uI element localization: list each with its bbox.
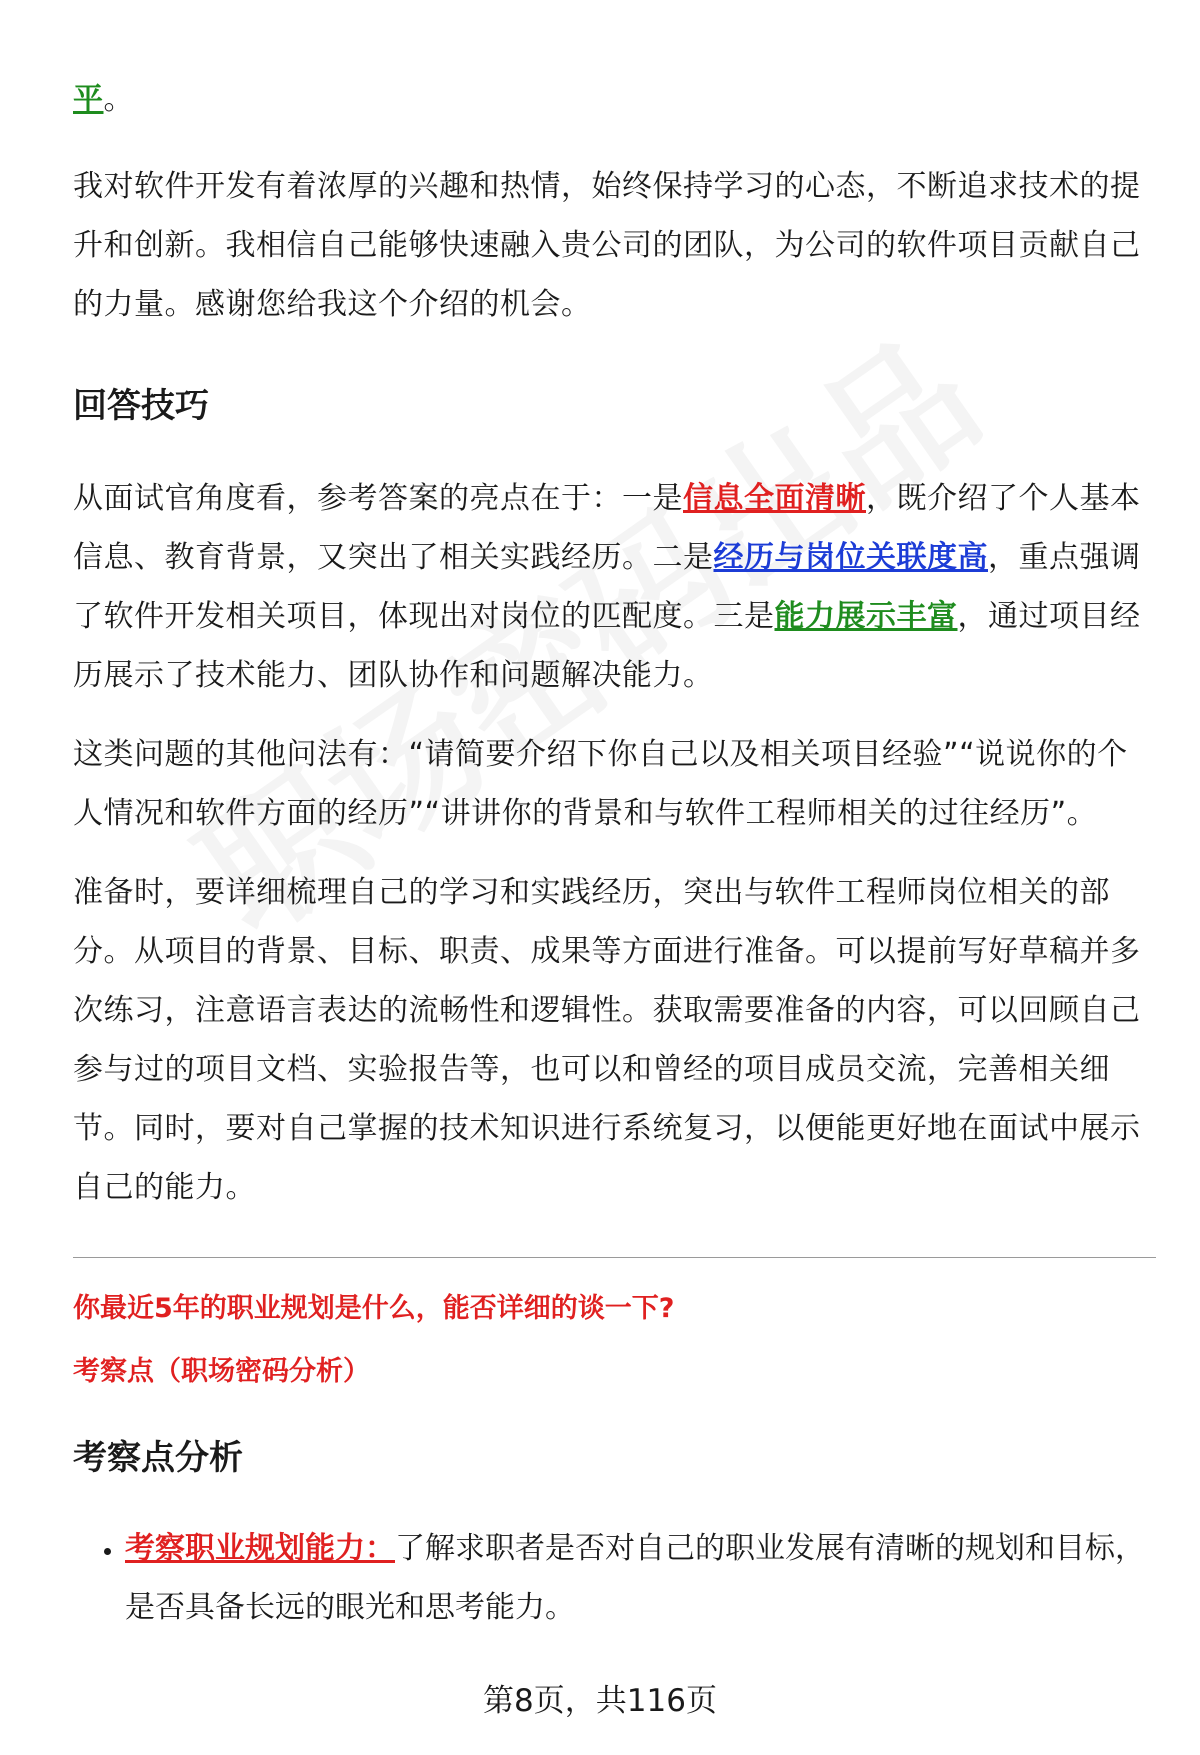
highlight-relevance: 经历与岗位关联度高 xyxy=(713,540,988,575)
page-number: 第8页，共116页 xyxy=(483,1683,717,1719)
highlight-ability: 能力展示丰富 xyxy=(774,599,958,634)
tips-paragraph-3: 准备时，要详细梳理自己的学习和实践经历，突出与软件工程师岗位相关的部分。从项目的背景、目标、职责、成果等方面进行准备。可以提前写好草稿并多次练习，注意语言表达的流畅性和逻辑性。获取需要准备的内容，可以回顾自己参与过的项目文档、实验报告等，也可以和曾经的项目成员交流，完善相关细节。同时，要对自己掌握的技术知识进行系统复习，以便能更好地在面试中展示自己的能力。 xyxy=(73,875,1141,1205)
divider xyxy=(73,1257,1156,1258)
highlight-info-clear: 信息全面清晰 xyxy=(683,481,866,516)
tips-paragraph-1: 从面试官角度看，参考答案的亮点在于：一是信息全面清晰，既介绍了个人基本信息、教育背景，又突出了相关实践经历。二是经历与岗位关联度高，重点强调了软件开发相关项目，体现出对岗位的匹配度。三是能力展示丰富，通过项目经历展示了技术能力、团队协作和问题解决能力。 xyxy=(73,481,1141,693)
question-title: 你最近5年的职业规划是什么，能否详细的谈一下? xyxy=(73,1293,675,1324)
tips-heading: 回答技巧 xyxy=(73,386,209,426)
highlight-end-word: 平 xyxy=(73,82,104,117)
analysis-heading: 考察点分析 xyxy=(73,1438,243,1478)
intro-paragraph: 我对软件开发有着浓厚的兴趣和热情，始终保持学习的心态，不断追求技术的提升和创新。我相信自己能够快速融入贵公司的团队，为公司的软件项目贡献自己的力量。感谢您给我这个介绍的机会。 xyxy=(73,169,1141,322)
content xyxy=(73,70,1153,1637)
tips-paragraph-2: 这类问题的其他问法有：“请简要介绍下你自己以及相关项目经验”“说说你的个人情况和软件方面的经历”“讲讲你的背景和与软件工程师相关的过往经历”。 xyxy=(73,737,1128,831)
bullet-label: 考察职业规划能力： xyxy=(125,1531,395,1566)
question-subtitle: 考察点（职场密码分析） xyxy=(73,1356,370,1387)
bullet-text: 了解求职者是否对自己的职业发展有清晰的规划和目标，是否具备长远的眼光和思考能力。 xyxy=(125,1531,1145,1625)
intro-end: 平。 xyxy=(73,82,134,117)
list-item xyxy=(125,1519,1153,1637)
analysis-list xyxy=(73,1519,1153,1637)
